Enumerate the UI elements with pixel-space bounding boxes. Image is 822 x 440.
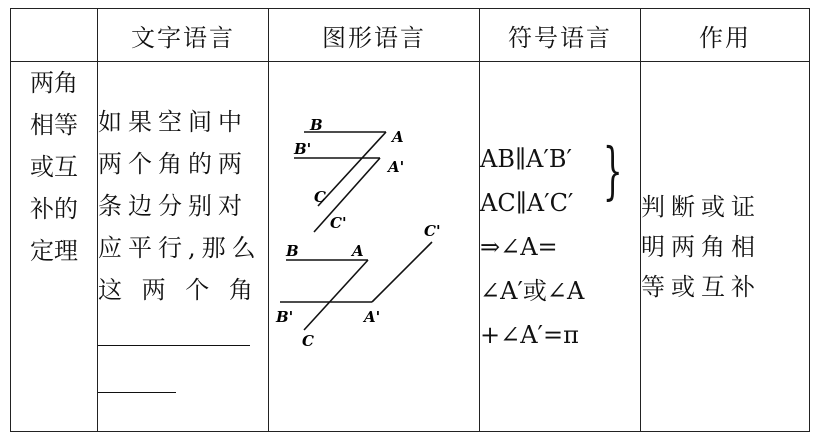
symbol-line: AB∥A′B′ [480, 144, 572, 173]
symbol-line: ∠A′或∠A [480, 276, 585, 305]
content-row [11, 62, 810, 432]
header-row [11, 9, 810, 62]
label-C-bottom: C [302, 331, 314, 350]
symbol-line: AC∥A′C′ [480, 188, 574, 217]
edge-AC-top [318, 132, 386, 206]
text-line: 两个角的两 [98, 149, 248, 178]
right-brace: } [602, 134, 623, 207]
theorem-name-line: 补的 [30, 195, 78, 223]
theorem-name-line: 相等 [30, 111, 78, 139]
edge-AC-bottom [304, 260, 368, 330]
answer-blank-1 [98, 341, 250, 346]
label-B-prime-top: B' [294, 139, 312, 158]
figure-language-cell [269, 62, 480, 432]
label-A-top: A [392, 127, 404, 146]
use-line: 判断或证 [641, 192, 761, 221]
header-empty [11, 9, 98, 62]
theorem-name-line: 两角 [30, 69, 78, 97]
text-line: 应平行,那么 [98, 233, 262, 262]
theorem-name-line: 或互 [30, 153, 78, 181]
header-figure-language: 图形语言 [269, 9, 480, 62]
theorem-name-line: 定理 [30, 237, 78, 265]
label-C-top: C [314, 187, 326, 206]
symbol-line: +∠A′=π [480, 320, 579, 349]
label-C-prime-top: C' [330, 213, 347, 232]
header-text-language: 文字语言 [98, 9, 269, 62]
label-A-prime-top: A' [388, 157, 405, 176]
header-symbol-language: 符号语言 [480, 9, 641, 62]
answer-blank-2 [98, 388, 176, 393]
symbol-line: ⇒∠A= [480, 232, 558, 261]
use-line: 明两角相 [641, 232, 761, 261]
label-C-prime-bottom: C' [424, 221, 441, 240]
label-B-top: B [310, 115, 323, 134]
label-B-bottom: B [286, 241, 299, 260]
symbol-language-cell [480, 62, 641, 432]
label-B-prime-bottom: B' [276, 307, 294, 326]
use-line: 等或互补 [641, 272, 761, 301]
use-cell [641, 62, 810, 432]
theorem-table [10, 8, 810, 432]
label-A-bottom: A [352, 241, 364, 260]
label-A-prime-bottom: A' [364, 307, 381, 326]
header-use: 作用 [641, 9, 810, 62]
theorem-name-cell [11, 62, 98, 432]
text-line: 如果空间中 [98, 107, 248, 136]
edge-A'C'-bottom [372, 242, 432, 302]
parallel-angles-figure [274, 116, 474, 378]
text-line: 这 两 个 角 [98, 275, 259, 304]
text-language-cell [98, 62, 269, 432]
text-line: 条边分别对 [98, 191, 248, 220]
